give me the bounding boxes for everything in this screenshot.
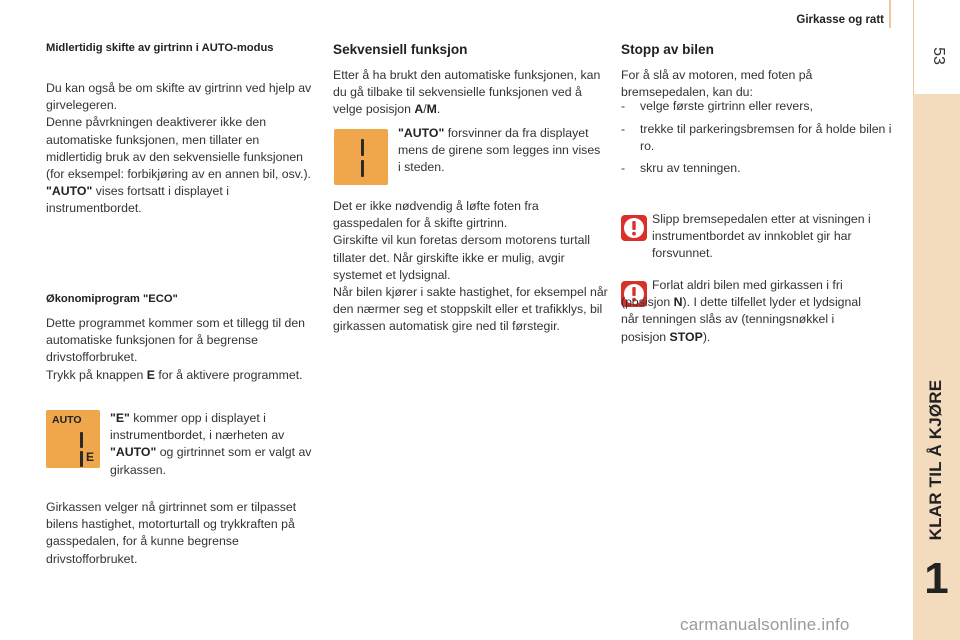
list-item: [621, 160, 893, 177]
sequential-body: [333, 198, 609, 336]
eco-icon-caption: [110, 410, 318, 479]
bold-text: "E": [110, 411, 130, 425]
gear-display-icon: [334, 129, 388, 185]
text: Etter å ha brukt den automatiske funksjonen, kan du gå tilbake til sekvensielle funksjonen ved å velge posisjon: [333, 68, 601, 117]
paragraph: For å slå av motoren, med foten på bremsepedalen, kan du:: [621, 68, 813, 100]
chapter-title: KLAR TIL Å KJØRE: [926, 379, 945, 541]
e-label: E: [86, 450, 95, 464]
chapter-number: 1: [924, 554, 949, 603]
bold-text: A: [414, 102, 424, 117]
gear-bar-icon: [361, 160, 364, 177]
auto-e-display-icon: [46, 410, 100, 468]
heading-sequential: Sekvensiell funksjon: [333, 42, 468, 57]
paragraph: Girkassen velger nå girtrinnet som er tilpasset bilens hastighet, motorturtall og trykkraften på gasspedalen, for å kunne begrense drivstofforbruket.: [46, 500, 297, 566]
dash-marker: -: [621, 161, 626, 175]
text: Forlat aldri bilen med girkassen i fri (posisjon: [621, 278, 843, 310]
tab-divider: [913, 0, 914, 94]
paragraph: Når bilen kjører i sakte hastighet, for eksempel når den nærmer seg et stoppskilt eller et trafikklys, bil girkassen automatisk gire ned til førstegir.: [333, 285, 608, 334]
column-1: [46, 42, 318, 218]
column-2: [333, 42, 609, 119]
paragraph: Du kan også be om skifte av girtrinn ved hjelp av girvelegeren.: [46, 81, 312, 113]
gear-bar-icon: [80, 451, 83, 467]
paragraph: [333, 67, 609, 119]
heading-stop: Stopp av bilen: [621, 42, 714, 57]
eco-final: [46, 499, 318, 568]
heading-temporary-shift: Midlertidig skifte av girtrinn i AUTO-modus: [46, 42, 274, 54]
paragraph: [110, 410, 318, 479]
paragraph: [398, 125, 603, 177]
dash-marker: -: [621, 122, 626, 136]
paragraph: Det er ikke nødvendig å løfte foten fra gasspedalen for å skifte girtrinn.: [333, 199, 539, 231]
bold-text: STOP: [669, 329, 703, 344]
list-item: [621, 121, 893, 155]
list-item: [621, 98, 893, 115]
gear-bar-icon: [80, 432, 83, 448]
warning-text: [621, 277, 865, 346]
list-item-text: velge første girtrinn eller revers,: [640, 99, 813, 113]
text: vises fortsatt i displayet i instrumentbordet.: [46, 184, 229, 216]
text: og girtrinnet som er valgt av girkassen.: [110, 445, 312, 477]
warning-2: [621, 277, 865, 346]
dash-marker: -: [621, 99, 626, 113]
header-divider: [889, 0, 891, 28]
text: forsvinner da fra displayet mens de girene som legges inn vises i steden.: [398, 126, 601, 175]
warning-icon: [621, 215, 647, 241]
page-number: 53: [930, 47, 947, 65]
text: .: [436, 102, 441, 117]
paragraph: Girskifte vil kun foretas dersom motorens turtall tillater det. Når girskifte ikke er mulig, avgir systemet et lydsignal.: [333, 233, 590, 282]
warning-text: Slipp bremsepedalen etter at visningen i instrumentbordet av innkoblet gir har forsvunnet.: [652, 212, 871, 261]
text: ). I dette tilfellet lyder et lydsignal når tenningen slås av (tenningsnøkkel i posisjon: [621, 295, 861, 344]
paragraph: Denne påvrkningen deaktiverer ikke den automatiske funksjonen, men tillater en midlertidig bruk av den sekvensielle funksjonen (for eksempel: forbikjøring av en annen bil, osv.).: [46, 115, 311, 182]
list-item-text: skru av tenningen.: [640, 161, 741, 175]
text: for å aktivere programmet.: [154, 367, 303, 382]
bold-text: "AUTO": [398, 126, 445, 140]
text: /: [423, 102, 427, 117]
section-title: Girkasse og ratt: [796, 14, 884, 26]
bold-text: N: [673, 295, 683, 310]
eco-section: [46, 293, 318, 384]
auto-label: AUTO: [52, 414, 82, 426]
paragraph: [46, 367, 318, 384]
watermark: carmanualsonline.info: [680, 615, 850, 634]
list-item-text: trekke til parkeringsbremsen for å holde bilen i ro.: [640, 122, 892, 154]
text: ).: [702, 329, 711, 344]
paragraph: Dette programmet kommer som et tillegg til den automatiske funksjonen for å begrense drivstofforbruket.: [46, 316, 306, 365]
bold-text: "AUTO": [110, 445, 157, 460]
sequential-icon-caption: [398, 125, 603, 177]
bold-text: E: [146, 367, 155, 382]
text: Trykk på knappen: [46, 367, 147, 382]
gear-bar-icon: [361, 139, 364, 156]
bold-text: M: [426, 102, 437, 117]
warning-1: [652, 211, 892, 263]
paragraph: [46, 183, 318, 217]
heading-eco: Økonomiprogram "ECO": [46, 293, 178, 305]
bold-text: "AUTO": [46, 184, 93, 199]
text: kommer opp i displayet i instrumentbordet, i nærheten av: [110, 411, 285, 443]
column-3: [621, 42, 893, 101]
